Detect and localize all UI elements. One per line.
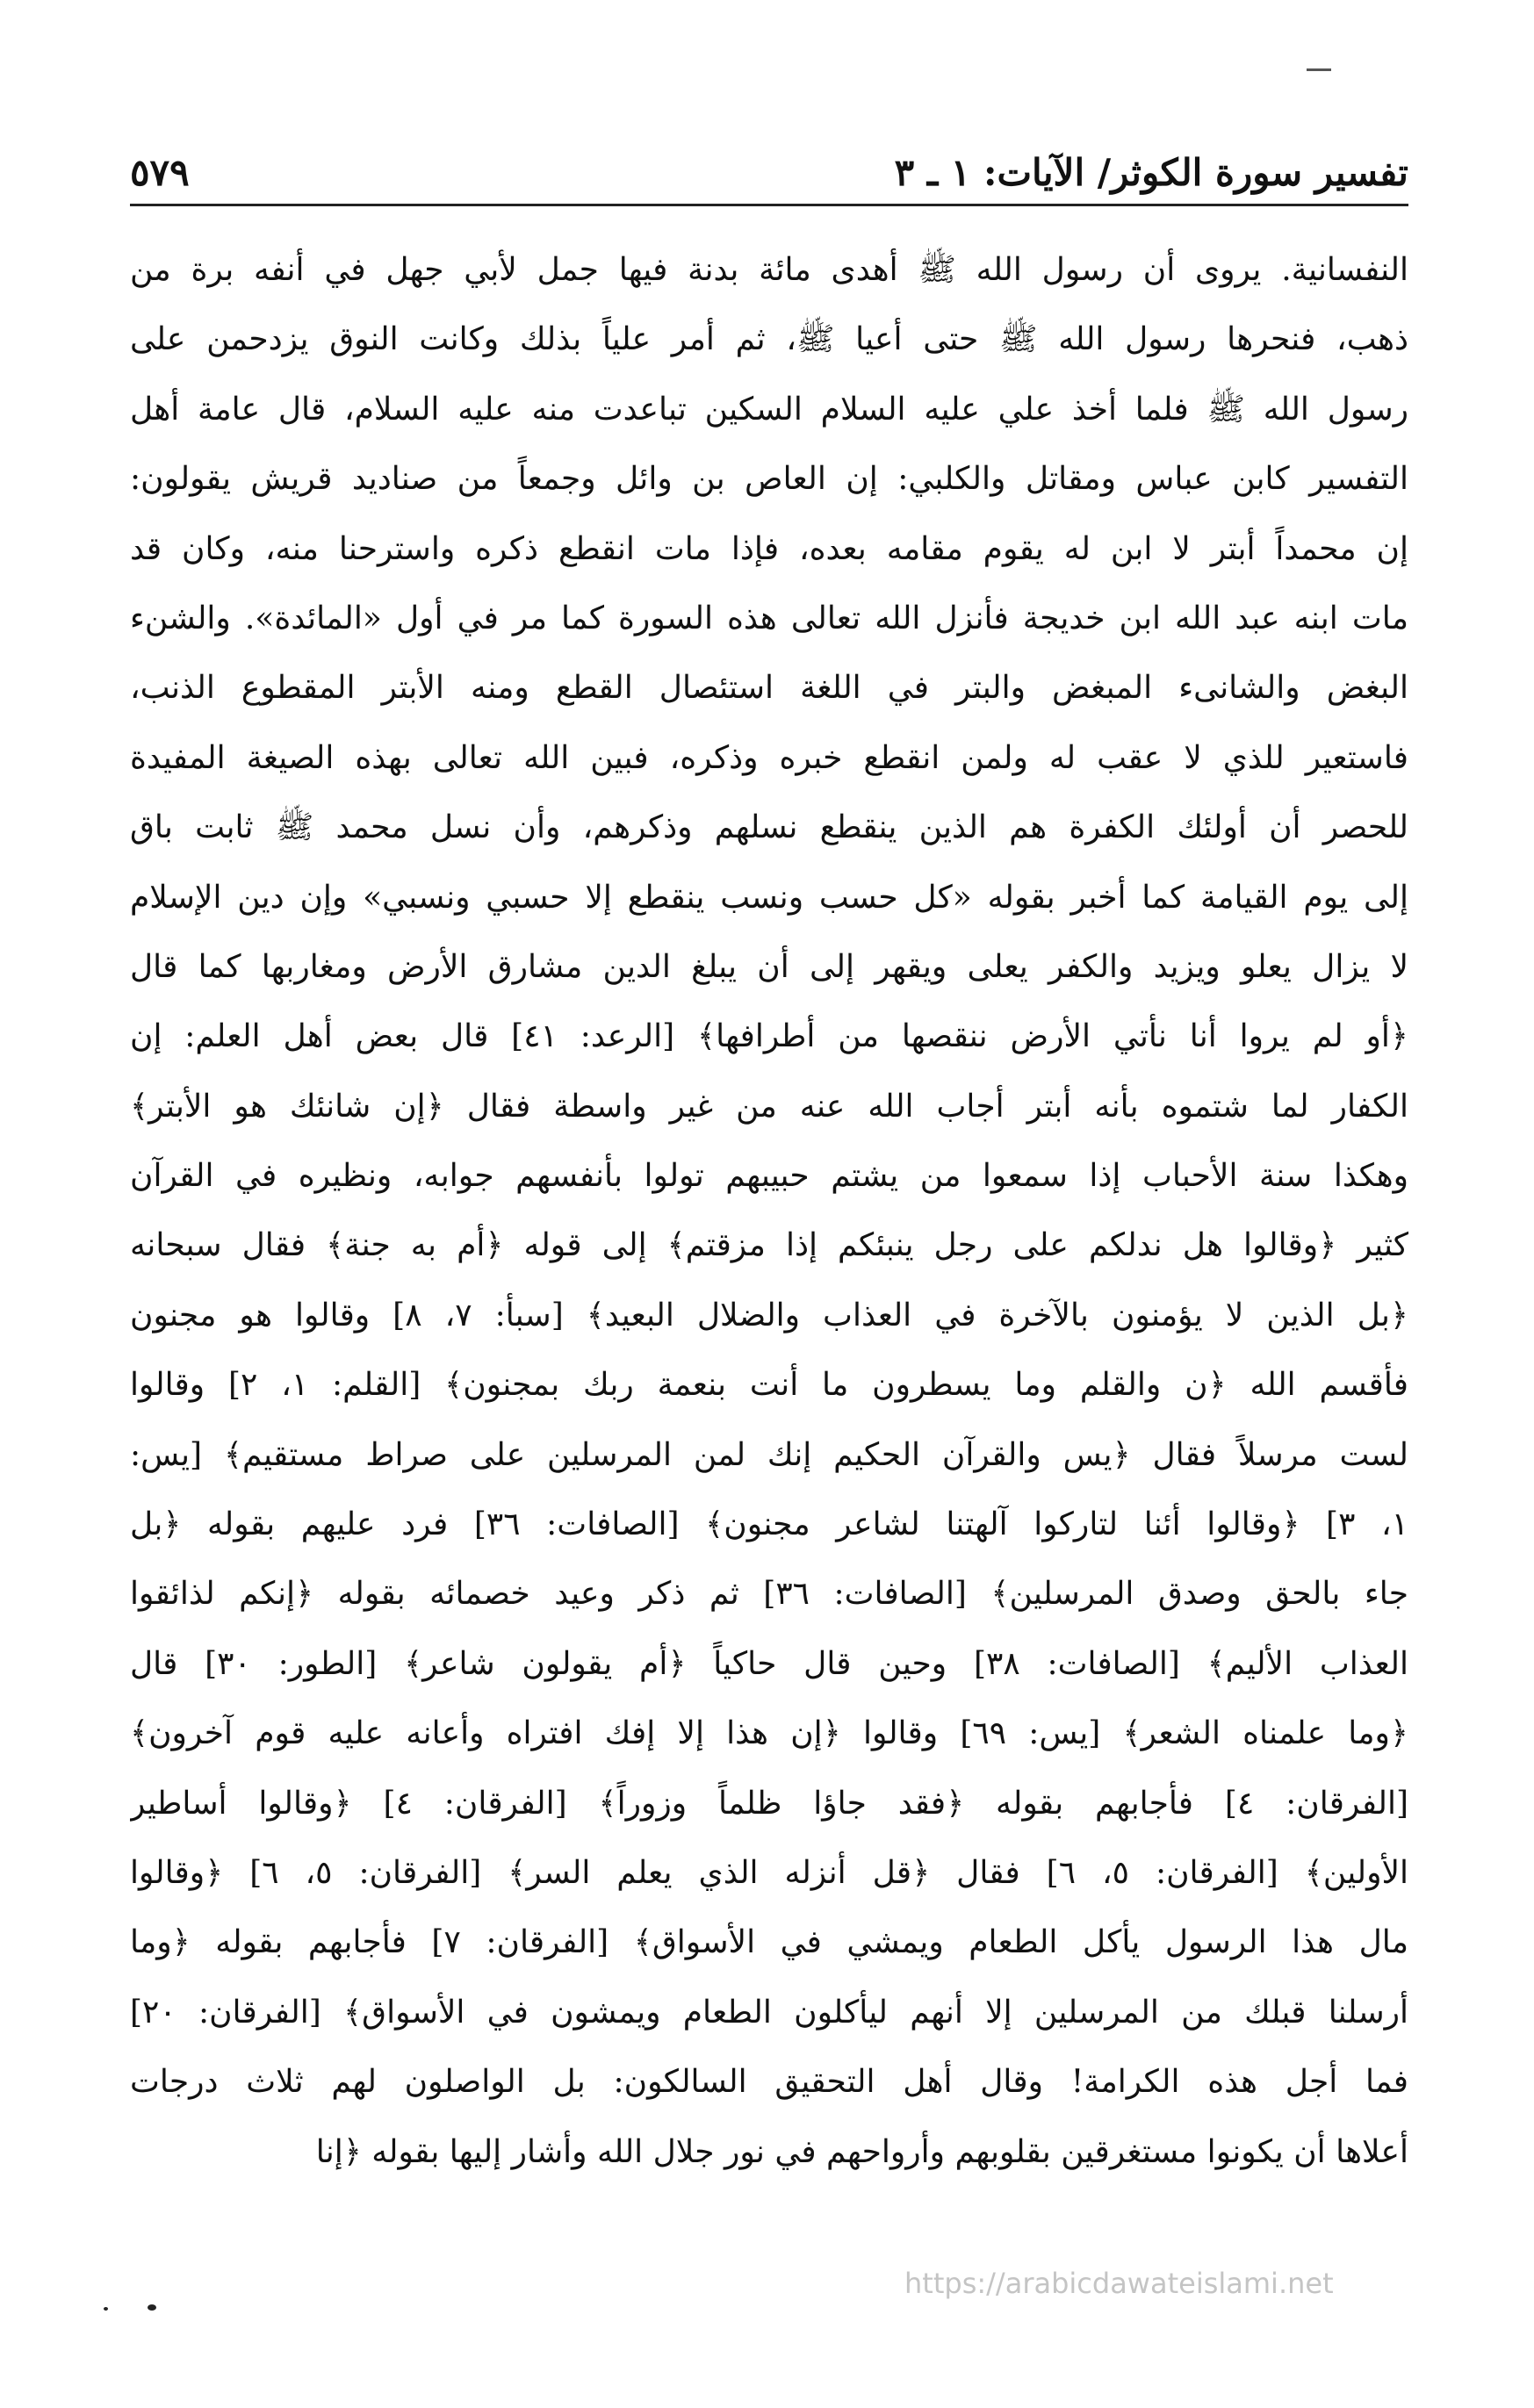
text-line: لست مرسلاً فقال ﴿يس والقرآن الحكيم إنك لمن المرسلين على صراط مستقيم﴾ [يس: <box>130 1436 1408 1473</box>
page-header <box>130 147 1408 198</box>
text-line: أعلاها أن يكونوا مستغرقين بقلوبهم وأرواحهم في نور جلال الله وأشار إليها بقوله ﴿إنا <box>315 2133 1408 2170</box>
text-line: ﴿أو لم يروا أنا نأتي الأرض ننقصها من أطرافها﴾ [الرعد: ٤١] قال بعض أهل العلم: إن <box>130 1018 1408 1055</box>
scan-mark <box>1307 68 1331 71</box>
scan-speck <box>104 2307 108 2311</box>
text-line: البغض والشانىء المبغض والبتر في اللغة استئصال القطع ومنه الأبتر المقطوع الذنب، <box>130 670 1408 707</box>
text-line: كثير ﴿وقالوا هل ندلكم على رجل ينبئكم إذا مزقتم﴾ إلى قوله ﴿أم به جنة﴾ فقال سبحانه <box>130 1227 1408 1264</box>
running-title: تفسير سورة الكوثر/ الآيات: ١ ـ ٣ <box>894 151 1408 194</box>
page-number: ٥٧٩ <box>130 151 190 194</box>
text-line: ذهب، فنحرها رسول الله ﷺ حتى أعيا ﷺ، ثم أمر علياً بذلك وكانت النوق يزدحمن على <box>130 321 1408 358</box>
text-line: الأولين﴾ [الفرقان: ٥، ٦] فقال ﴿قل أنزله الذي يعلم السر﴾ [الفرقان: ٥، ٦] ﴿وقالوا <box>130 1854 1408 1891</box>
text-line: جاء بالحق وصدق المرسلين﴾ [الصافات: ٣٦] ثم ذكر وعيد خصمائه بقوله ﴿إنكم لذائقوا <box>130 1576 1408 1613</box>
header-divider <box>130 204 1408 206</box>
text-line: مال هذا الرسول يأكل الطعام ويمشي في الأسواق﴾ [الفرقان: ٧] فأجابهم بقوله ﴿وما <box>130 1924 1408 1961</box>
text-line: إن محمداً أبتر لا ابن له يقوم مقامه بعده، فإذا مات انقطع ذكره واسترحنا منه، وكان قد <box>130 530 1408 567</box>
text-line: ﴿بل الذين لا يؤمنون بالآخرة في العذاب والضلال البعيد﴾ [سبأ: ٧، ٨] وقالوا هو مجنون <box>130 1297 1408 1333</box>
text-line: [الفرقان: ٤] فأجابهم بقوله ﴿فقد جاؤا ظلماً وزوراً﴾ [الفرقان: ٤] ﴿وقالوا أساطير <box>130 1785 1408 1822</box>
body-text <box>130 235 1408 2187</box>
text-line: ﴿وما علمناه الشعر﴾ [يس: ٦٩] وقالوا ﴿إن هذا إلا إفك افتراه وأعانه عليه قوم آخرون﴾ <box>130 1715 1408 1752</box>
text-line: وهكذا سنة الأحباب إذا سمعوا من يشتم حبيبهم تولوا بأنفسهم جوابه، ونظيره في القرآن <box>130 1158 1408 1195</box>
text-line: لا يزال يعلو ويزيد والكفر يعلى ويقهر إلى أن يبلغ الدين مشارق الأرض ومغاربها كما قال <box>130 948 1408 985</box>
scan-speck <box>148 2304 156 2311</box>
text-line: التفسير كابن عباس ومقاتل والكلبي: إن العاص بن وائل وجمعاً من صناديد قريش يقولون: <box>130 461 1408 498</box>
text-line: للحصر أن أولئك الكفرة هم الذين ينقطع نسلهم وذكرهم، وأن نسل محمد ﷺ ثابت باق <box>130 809 1408 846</box>
text-line: النفسانية. يروى أن رسول الله ﷺ أهدى مائة بدنة فيها جمل لأبي جهل في أنفه برة من <box>130 252 1408 288</box>
text-line: الكفار لما شتموه بأنه أبتر أجاب الله عنه من غير واسطة فقال ﴿إن شانئك هو الأبتر﴾ <box>130 1088 1408 1125</box>
text-line: فما أجل هذه الكرامة! وقال أهل التحقيق السالكون: بل الواصلون لهم ثلاث درجات <box>130 2064 1408 2101</box>
text-line: فأقسم الله ﴿ن والقلم وما يسطرون ما أنت بنعمة ربك بمجنون﴾ [القلم: ١، ٢] وقالوا <box>130 1367 1408 1404</box>
text-line: العذاب الأليم﴾ [الصافات: ٣٨] وحين قال حاكياً ﴿أم يقولون شاعر﴾ [الطور: ٣٠] قال <box>130 1645 1408 1682</box>
watermark-url: https://arabicdawateislami.net <box>904 2267 1334 2300</box>
text-line: ١، ٣] ﴿وقالوا أئنا لتاركوا آلهتنا لشاعر مجنون﴾ [الصافات: ٣٦] فرد عليهم بقوله ﴿بل <box>130 1506 1408 1543</box>
text-line: رسول الله ﷺ فلما أخذ علي عليه السلام السكين تباعدت منه عليه السلام، قال عامة أهل <box>130 391 1408 428</box>
text-line: إلى يوم القيامة كما أخبر بقوله «كل حسب ونسب ينقطع إلا حسبي ونسبي» وإن دين الإسلام <box>130 879 1408 916</box>
text-line: مات ابنه عبد الله ابن خديجة فأنزل الله تعالى هذه السورة كما مر في أول «المائدة». والشنء <box>130 600 1408 636</box>
text-line: فاستعير للذي لا عقب له ولمن انقطع خبره وذكره، فبين الله تعالى بهذه الصيغة المفيدة <box>130 739 1408 776</box>
text-line: أرسلنا قبلك من المرسلين إلا أنهم ليأكلون الطعام ويمشون في الأسواق﴾ [الفرقان: ٢٠] <box>130 1994 1408 2031</box>
